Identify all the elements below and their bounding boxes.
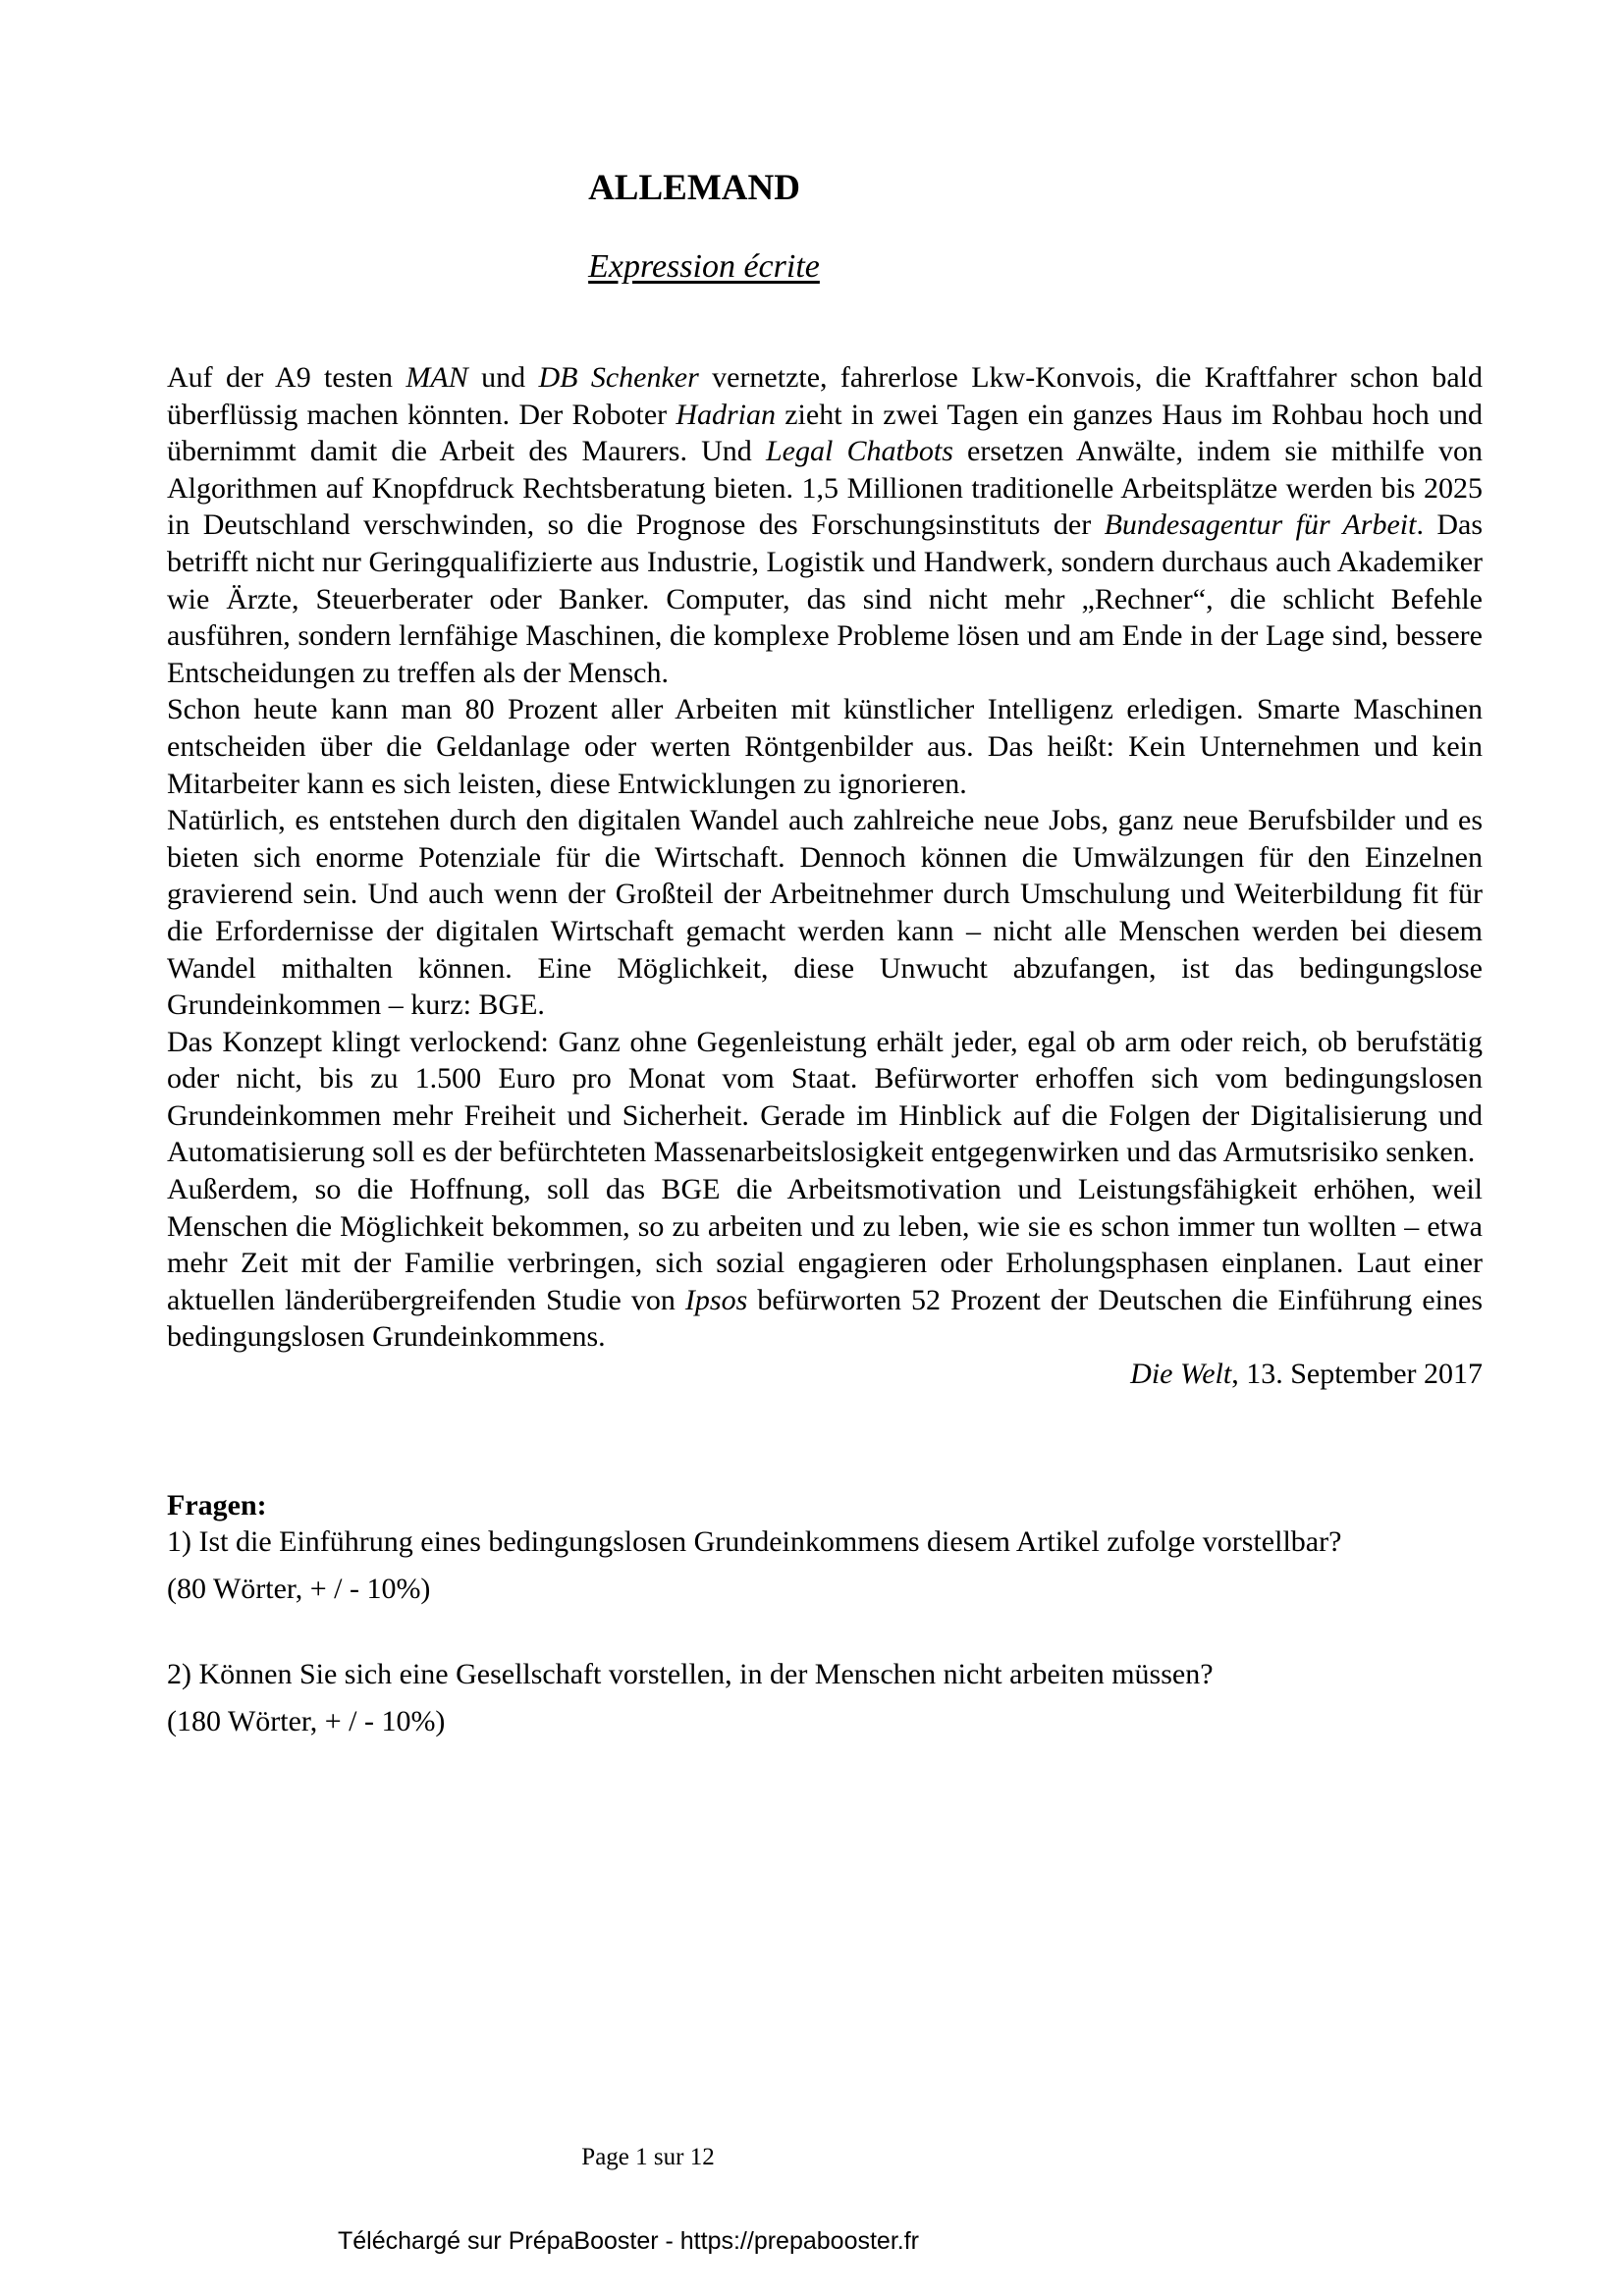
questions-heading: Fragen: [167,1488,267,1522]
body-paragraph: Außerdem, so die Hoffnung, soll das BGE die Arbeitsmotivation und Leistungsfähigkeit erhöhen, weil Menschen die Möglichkeit bekommen, so zu arbeiten und zu leben, wie sie es schon immer tun wollten – etwa mehr Zeit mit der Familie verbringen, sich sozial engagieren oder Erholungsphasen einplanen. Laut einer aktuellen länderübergreifenden Studie von Ipsos befürworten 52 Prozent der Deutschen die Einführung eines bedingungslosen Grundeinkommens. [167,1173,1483,1354]
body-paragraph: Auf der A9 testen MAN und DB Schenker vernetzte, fahrerlose Lkw-Konvois, die Kraftfahrer schon bald überflüssig machen könnten. Der Roboter Hadrian zieht in zwei Tagen ein ganzes Haus im Rohbau hoch und übernimmt damit die Arbeit des Maurers. Und Legal Chatbots ersetzen Anwälte, indem sie mithilfe von Algorithmen auf Knopfdruck Rechtsberatung bieten. 1,5 Millionen traditionelle Arbeitsplätze werden bis 2025 in Deutschland verschwinden, so die Prognose des Forschungsinstituts der Bundesagentur für Arbeit. Das betrifft nicht nur Geringqualifizierte aus Industrie, Logistik und Handwerk, sondern durchaus auch Akademiker wie Ärzte, Steuerberater oder Banker. Computer, das sind nicht mehr „Rechner“, die schlicht Befehle ausführen, sondern lernfähige Maschinen, die komplexe Probleme lösen und am Ende in der Lage sind, bessere Entscheidungen zu treffen als der Mensch. [167,361,1483,689]
document-body [167,359,1483,1740]
document-subtitle-text: Expression écrite [588,248,820,285]
question-2: 2) Können Sie sich eine Gesellschaft vorstellen, in der Menschen nicht arbeiten müssen? [167,1658,1214,1691]
body-paragraph: Schon heute kann man 80 Prozent aller Arbeiten mit künstlicher Intelligenz erledigen. Smarte Maschinen entscheiden über die Geldanlage oder werten Röntgenbilder aus. Das heißt: Kein Unternehmen und kein Mitarbeiter kann es sich leisten, diese Entwicklungen zu ignorieren. [167,693,1483,800]
question-2-word-limit: (180 Wörter, + / - 10%) [167,1705,446,1737]
body-paragraph: Natürlich, es entstehen durch den digitalen Wandel auch zahlreiche neue Jobs, ganz neue Berufsbilder und es bieten sich enorme Potenziale für die Wirtschaft. Dennoch können die Umwälzungen für den Einzelnen gravierend sein. Und auch wenn der Großteil der Arbeitnehmer durch Umschulung und Weiterbildung fit für die Erfordernisse der digitalen Wirtschaft gemacht werden kann – nicht alle Menschen werden bei diesem Wandel mithalten können. Eine Möglichkeit, diese Unwucht abzufangen, ist das bedingungslose Grundeinkommen – kurz: BGE. [167,804,1483,1022]
download-watermark: Téléchargé sur PrépaBooster - https://prepabooster.fr [338,2227,919,2255]
body-paragraph: Das Konzept klingt verlockend: Ganz ohne Gegenleistung erhält jeder, egal ob arm oder reich, ob berufstätig oder nicht, bis zu 1.500 Euro pro Monat vom Staat. Befürworter erhoffen sich vom bedingungslosen Grundeinkommen mehr Freiheit und Sicherheit. Gerade im Hinblick auf die Folgen der Digitalisierung und Automatisierung soll es der befürchteten Massenarbeitslosigkeit entgegenwirken und das Armutsrisiko senken. [167,1025,1483,1169]
page-number: Page 1 sur 12 [581,2144,715,2170]
document-subtitle [0,247,1408,288]
source-citation: Die Welt, 13. September 2017 [1130,1358,1483,1391]
questions-section [167,1487,1483,1740]
question-1-word-limit: (80 Wörter, + / - 10%) [167,1572,431,1605]
document-title: ALLEMAND [588,168,800,208]
question-1: 1) Ist die Einführung eines bedingungslosen Grundeinkommens diesem Artikel zufolge vorstellbar? [167,1525,1342,1559]
